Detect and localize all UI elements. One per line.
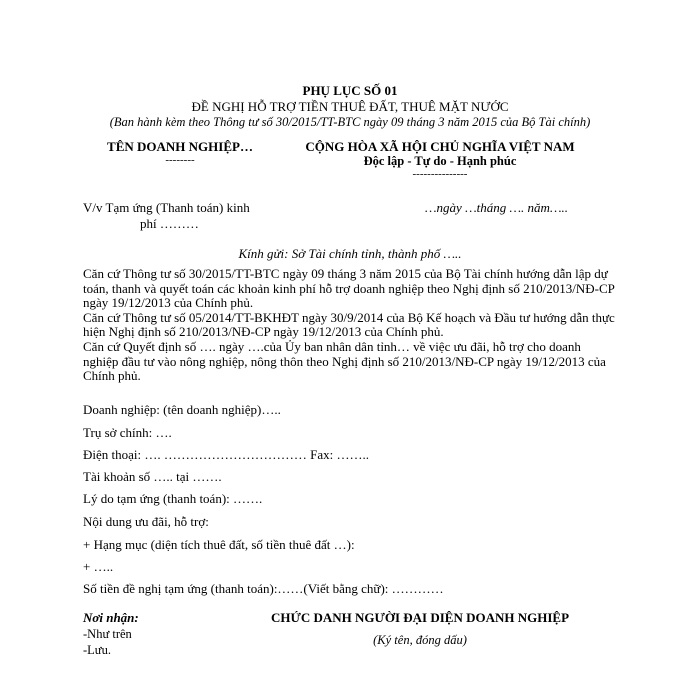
company-divider: -------- — [165, 154, 195, 166]
main-title: ĐỀ NGHỊ HỖ TRỢ TIỀN THUÊ ĐẤT, THUÊ MẶT NƯỚC — [191, 99, 509, 114]
subject-line-2: phí ……… — [140, 216, 199, 231]
republic-name: CỘNG HÒA XÃ HỘI CHỦ NGHĨA VIỆT NAM — [305, 139, 575, 154]
motto: Độc lập - Tự do - Hạnh phúc — [363, 154, 517, 168]
field-account: Tài khoản số ….. tại ……. — [83, 469, 222, 484]
recipients-label: Nơi nhận: — [83, 610, 139, 625]
legal-basis-item: Căn cứ Thông tư số 30/2015/TT-BTC ngày 09 tháng 3 năm 2015 của Bộ Tài chính hướng dẫn lập dự toán, thanh và quyết toán các khoản kinh phí hỗ trợ doanh nghiệp theo Nghị định số 210/2013/NĐ-CP ngày 19/12/2013 của Chính phủ. — [83, 266, 615, 311]
field-company: Doanh nghiệp: (tên doanh nghiệp)….. — [83, 402, 281, 417]
signer-note: (Ký tên, đóng dấu) — [373, 633, 467, 647]
field-category: + Hạng mục (diện tích thuê đất, số tiền thuê đất …): — [83, 537, 355, 552]
field-amount: Số tiền đề nghị tạm ứng (thanh toán):……(Viết bằng chữ): ………… — [83, 581, 444, 596]
recipient-item: -Như trên — [83, 627, 132, 641]
motto-divider: --------------- — [412, 168, 468, 180]
signer-title: CHỨC DANH NGƯỜI ĐẠI DIỆN DOANH NGHIỆP — [270, 610, 570, 625]
field-reason: Lý do tạm ứng (thanh toán): ……. — [83, 491, 263, 506]
field-support-content: Nội dung ưu đãi, hỗ trợ: — [83, 514, 209, 529]
legal-basis-item: Căn cứ Quyết định số …. ngày ….của Ủy ban nhân dân tỉnh… về việc ưu đãi, hỗ trợ cho doanh nghiệp đầu tư vào nông nghiệp, nông thôn theo Nghị định số 210/2013/NĐ-CP ngày 19/12/2013 của Chính phủ. — [83, 338, 606, 384]
field-headquarters: Trụ sở chính: …. — [83, 425, 172, 440]
legal-basis — [83, 267, 618, 384]
field-phone-fax: Điện thoại: …. …………………………… Fax: …….. — [83, 447, 369, 462]
legal-basis-item: Căn cứ Thông tư số 05/2014/TT-BKHĐT ngày 30/9/2014 của Bộ Kế hoạch và Đầu tư hướng dẫn thực hiện Nghị định số 210/2013/NĐ-CP ngày 19/12/2013 của Chính phủ. — [83, 309, 615, 340]
field-extra: + ….. — [83, 559, 114, 574]
subject-line-1: V/v Tạm ứng (Thanh toán) kinh — [83, 200, 250, 215]
appendix-title: PHỤ LỤC SỐ 01 — [302, 83, 398, 98]
issued-with: (Ban hành kèm theo Thông tư số 30/2015/TT-BTC ngày 09 tháng 3 năm 2015 của Bộ Tài chính) — [109, 115, 591, 129]
company-label: TÊN DOANH NGHIỆP… — [107, 139, 253, 154]
date-line: …ngày …tháng …. năm….. — [425, 200, 569, 215]
addressee: Kính gửi: Sở Tài chính tỉnh, thành phố ….. — [238, 246, 462, 261]
recipient-item: -Lưu. — [83, 643, 111, 657]
